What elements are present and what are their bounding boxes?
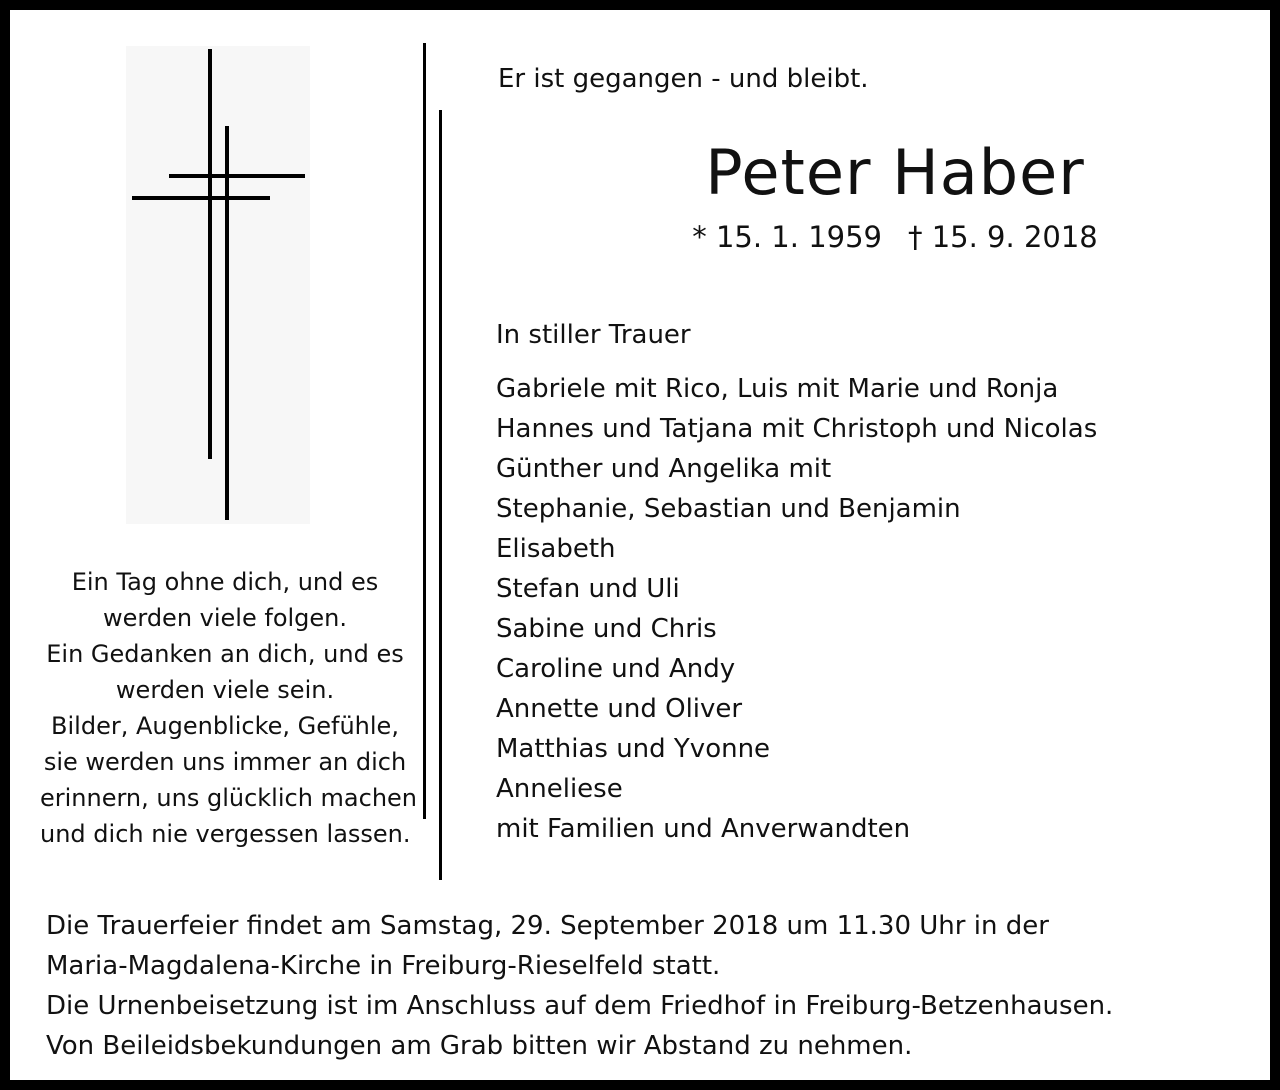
poem-line: Ein Tag ohne dich, und es <box>71 568 379 596</box>
footer-line: Von Beileidsbekundungen am Grab bitten wir Abstand zu nehmen. <box>46 1031 913 1061</box>
divider-line-2 <box>439 110 442 880</box>
family-member: mit Familien und Anverwandten <box>496 814 911 844</box>
poem <box>40 564 418 852</box>
family-member: Annette und Oliver <box>496 694 743 724</box>
cross-left-horizontal <box>132 196 270 200</box>
family-member: Sabine und Chris <box>496 614 717 644</box>
family-member: Stefan und Uli <box>496 574 680 604</box>
divider-line-1 <box>423 43 426 819</box>
deceased-name: Peter Haber <box>705 136 1085 209</box>
family-member: Gabriele mit Rico, Luis mit Marie und Ronja <box>496 374 1059 404</box>
family-member: Stephanie, Sebastian und Benjamin <box>496 494 961 524</box>
cross-right-horizontal <box>169 174 305 178</box>
family-member: Matthias und Yvonne <box>496 734 771 764</box>
motto: Er ist gegangen - und bleibt. <box>498 64 869 94</box>
poem-line: Bilder, Augenblicke, Gefühle, <box>51 712 399 740</box>
family-member: Caroline und Andy <box>496 654 736 684</box>
life-dates <box>650 220 1140 254</box>
poem-line: und dich nie vergessen lassen. <box>40 820 411 848</box>
footer-line: Maria-Magdalena-Kirche in Freiburg-Rieselfeld statt. <box>46 951 721 981</box>
poem-line: werden viele folgen. <box>102 604 348 632</box>
birth-date: * 15. 1. 1959 <box>692 220 882 254</box>
double-cross-icon <box>126 46 310 524</box>
funeral-information <box>46 906 1113 1066</box>
family-member: Anneliese <box>496 774 623 804</box>
cross-left-vertical <box>208 49 212 459</box>
cross-right-vertical <box>225 126 229 520</box>
footer-line: Die Trauerfeier findet am Samstag, 29. September 2018 um 11.30 Uhr in der <box>46 911 1049 941</box>
family-list <box>496 369 1097 849</box>
footer-line: Die Urnenbeisetzung ist im Anschluss auf dem Friedhof in Freiburg-Betzenhausen. <box>46 991 1114 1021</box>
poem-line: Ein Gedanken an dich, und es <box>46 640 404 668</box>
family-member: Günther und Angelika mit <box>496 454 832 484</box>
poem-line: sie werden uns immer an dich <box>43 748 407 776</box>
family-member: Hannes und Tatjana mit Christoph und Nicolas <box>496 414 1098 444</box>
poem-line: werden viele sein. <box>115 676 335 704</box>
death-date: † 15. 9. 2018 <box>908 220 1098 254</box>
poem-line: erinnern, uns glücklich machen <box>40 784 418 812</box>
family-member: Elisabeth <box>496 534 616 564</box>
mourning-line: In stiller Trauer <box>496 320 691 350</box>
